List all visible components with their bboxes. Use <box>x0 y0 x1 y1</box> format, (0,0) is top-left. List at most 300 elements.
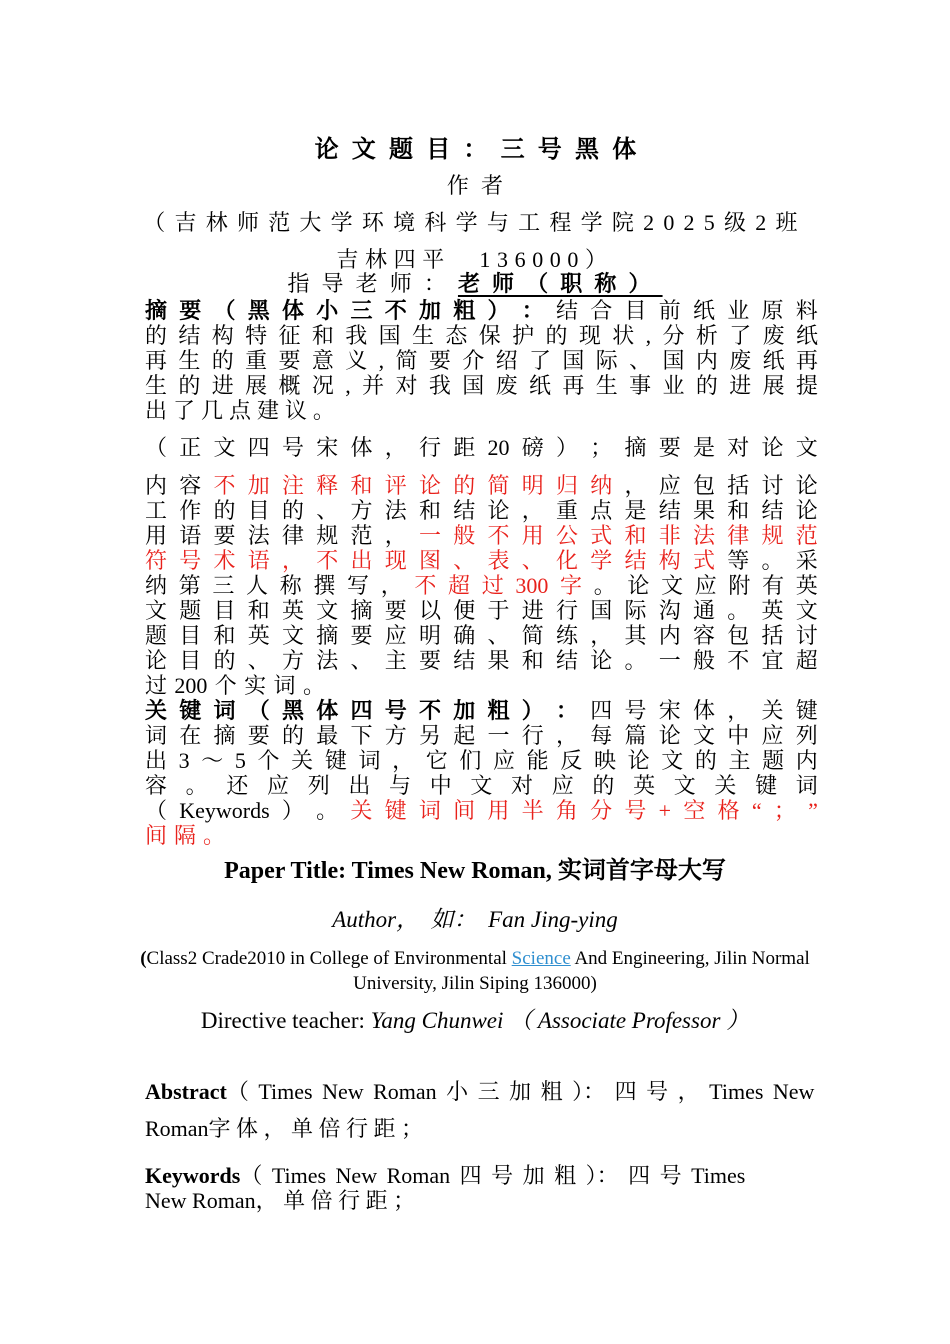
keywords-cn-glyph: 出 <box>348 773 371 798</box>
keywords-cn-glyph: 。 <box>316 798 339 823</box>
abstract-cn-glyph: 般 <box>453 523 476 548</box>
keywords-cn-glyph: 能 <box>526 748 549 773</box>
keywords-cn-glyph: 号 <box>624 798 647 823</box>
keywords-cn-glyph: 间 <box>145 823 168 848</box>
keywords-cn-line <box>145 750 818 772</box>
abstract-cn-glyph: 文 <box>282 623 305 648</box>
abstract-cn-glyph: 文 <box>213 435 236 460</box>
keywords-cn-line <box>145 775 818 797</box>
keywords-cn-glyph: 体 <box>693 698 716 723</box>
keywords-cn-glyph: 对 <box>511 773 534 798</box>
keywords-cn-glyph: 的 <box>694 748 717 773</box>
keywords-cn-glyph: 3 <box>178 748 190 773</box>
abstract-cn-glyph: 的 <box>695 373 718 398</box>
abstract-cn-glyph: 法 <box>247 523 270 548</box>
directive-teacher-line <box>0 1009 950 1032</box>
abstract-cn-glyph: （ <box>145 435 168 460</box>
keywords-cn-glyph: 一 <box>487 723 510 748</box>
abstract-cn-glyph: 的 <box>545 323 568 348</box>
abstract-cn-glyph: 法 <box>384 498 407 523</box>
abstract-cn-glyph: 论 <box>487 498 510 523</box>
keywords-cn-glyph: 的 <box>592 773 615 798</box>
abstract-cn-glyph: 纸 <box>693 298 716 323</box>
abstract-cn-glyph: 的 <box>178 373 201 398</box>
keywords-cn-glyph: 应 <box>267 773 290 798</box>
abstract-cn-glyph: 括 <box>727 473 750 498</box>
abstract-cn-glyph: 体 <box>350 435 373 460</box>
abstract-cn-glyph: 并 <box>362 373 385 398</box>
keywords-cn-glyph: 。 <box>202 823 225 848</box>
abstract-cn-glyph: 写 <box>347 573 370 598</box>
abstract-cn-glyph: 和 <box>247 598 270 623</box>
keywords-cn-glyph: 篇 <box>624 723 647 748</box>
abstract-cn-glyph: 以 <box>419 598 442 623</box>
abstract-cn-glyph: 不 <box>414 573 437 598</box>
keywords-cn-glyph: 词 <box>145 723 168 748</box>
abstract-cn-glyph: 作 <box>179 498 202 523</box>
abstract-cn-glyph: 纸 <box>528 373 551 398</box>
keywords-cn-glyph: 词 <box>795 773 818 798</box>
abstract-cn-glyph: 人 <box>246 573 269 598</box>
keywords-cn-glyph: 空 <box>683 798 706 823</box>
abstract-cn-glyph: 的 <box>145 323 168 348</box>
abstract-cn-glyph: 要 <box>384 598 407 623</box>
abstract-cn-line <box>145 325 818 347</box>
abstract-cn-glyph: 英 <box>247 623 270 648</box>
keywords-cn-glyph: 列 <box>795 723 818 748</box>
abstract-cn-glyph: 对 <box>727 435 750 460</box>
abstract-cn-glyph: 过 <box>481 573 504 598</box>
abstract-cn-glyph: 结 <box>453 498 476 523</box>
abstract-cn-glyph: 结 <box>556 648 579 673</box>
keywords-cn-glyph: 体 <box>316 698 339 723</box>
abstract-cn-glyph: 超 <box>448 573 471 598</box>
abstract-cn-glyph: 文 <box>795 598 818 623</box>
abstract-cn-glyph: 应 <box>384 623 407 648</box>
abstract-cn-glyph: 。 <box>593 573 616 598</box>
abstract-cn-glyph: 生 <box>178 348 201 373</box>
keywords-cn-glyph: 列 <box>307 773 330 798</box>
abstract-cn-glyph: 文 <box>316 598 339 623</box>
abstract-cn-glyph: 的 <box>213 648 236 673</box>
keywords-cn-glyph: 用 <box>487 798 510 823</box>
abstract-cn-glyph: 进 <box>211 373 234 398</box>
abstract-cn-glyph: 式 <box>590 523 613 548</box>
abstract-cn-glyph: 方 <box>350 498 373 523</box>
abstract-cn-glyph: 论 <box>145 648 168 673</box>
keywords-cn-glyph: 不 <box>419 698 442 723</box>
abstract-cn-line <box>145 675 325 697</box>
keywords-cn-glyph: 映 <box>593 748 616 773</box>
keywords-cn-line <box>145 800 818 822</box>
affiliation-en-text-a: Class2 Crade2010 in College of Environmental <box>146 948 512 969</box>
keywords-cn-glyph: 主 <box>728 748 751 773</box>
abstract-cn-glyph: 、 <box>521 548 544 573</box>
abstract-cn-glyph: 容 <box>693 623 716 648</box>
keywords-cn-glyph: 还 <box>226 773 249 798</box>
abstract-cn-glyph: 表 <box>487 548 510 573</box>
abstract-cn-glyph: 我 <box>428 373 451 398</box>
keywords-cn-glyph: 黑 <box>282 698 305 723</box>
abstract-cn-glyph: 提 <box>795 373 818 398</box>
abstract-cn-glyph: 行 <box>419 435 442 460</box>
abstract-cn-glyph: ， <box>384 435 407 460</box>
abstract-cn-glyph: 一 <box>419 523 442 548</box>
abstract-cn-glyph: 粗 <box>453 298 476 323</box>
abstract-cn-glyph: 题 <box>179 598 202 623</box>
keywords-cn-glyph: （ <box>145 798 168 823</box>
abstract-cn-glyph: 废 <box>495 373 518 398</box>
abstract-cn-glyph: , <box>378 348 385 373</box>
keywords-cn-glyph: 关 <box>714 773 737 798</box>
abstract-cn-glyph: ； <box>590 435 613 460</box>
keywords-cn-glyph: 号 <box>624 698 647 723</box>
abstract-cn-glyph: 要 <box>350 623 373 648</box>
keywords-cn-glyph: 四 <box>590 698 613 723</box>
abstract-cn-glyph: （ <box>213 298 236 323</box>
abstract-cn-glyph: 分 <box>662 323 685 348</box>
abstract-cn-glyph: 了 <box>528 348 551 373</box>
abstract-cn-glyph: 结 <box>556 298 579 323</box>
abstract-cn-glyph: ： <box>521 298 544 323</box>
abstract-cn-glyph: 文 <box>145 598 168 623</box>
abstract-cn-glyph: 意 <box>311 348 334 373</box>
abstract-cn-glyph: 点 <box>228 398 251 423</box>
keywords-en-line-1 <box>145 1165 745 1187</box>
abstract-cn-glyph: 练 <box>556 623 579 648</box>
keywords-cn-glyph: 关 <box>291 748 314 773</box>
directive-value: Yang Chunwei （ Associate Professor ） <box>370 1008 750 1033</box>
abstract-cn-glyph: 状 <box>612 323 635 348</box>
keywords-cn-glyph: 出 <box>145 748 168 773</box>
keywords-cn-glyph: ） <box>281 798 304 823</box>
abstract-cn-line <box>145 650 818 672</box>
keywords-cn-glyph: 间 <box>453 798 476 823</box>
abstract-cn-glyph: 是 <box>692 435 715 460</box>
keywords-cn-glyph: 宋 <box>658 698 681 723</box>
abstract-cn-glyph: 小 <box>316 298 339 323</box>
abstract-cn-line <box>145 550 818 572</box>
keywords-cn-glyph: 容 <box>145 773 168 798</box>
abstract-cn-glyph: 公 <box>556 523 579 548</box>
abstract-cn-glyph: ， <box>521 498 544 523</box>
abstract-cn-glyph: 称 <box>279 573 302 598</box>
abstract-cn-glyph: 律 <box>282 523 305 548</box>
abstract-cn-glyph: 、 <box>350 648 373 673</box>
abstract-cn-glyph: 容 <box>179 473 202 498</box>
abstract-cn-glyph: 事 <box>629 373 652 398</box>
abstract-cn-glyph: 宜 <box>761 648 784 673</box>
abstract-cn-glyph: 结 <box>658 498 681 523</box>
abstract-cn-glyph: 介 <box>462 348 485 373</box>
abstract-cn-glyph: 规 <box>316 523 339 548</box>
keywords-cn-glyph: 四 <box>350 698 373 723</box>
abstract-cn-glyph: 注 <box>282 473 305 498</box>
abstract-cn-glyph: 国 <box>590 598 613 623</box>
abstract-cn-glyph: 、 <box>453 548 476 573</box>
abstract-cn-glyph: 三 <box>212 573 235 598</box>
keywords-cn-glyph: 文 <box>661 748 684 773</box>
abstract-cn-glyph: 语 <box>179 523 202 548</box>
abstract-cn-glyph: 目 <box>179 623 202 648</box>
keywords-cn-glyph: 文 <box>470 773 493 798</box>
abstract-cn-glyph: 论 <box>761 435 784 460</box>
abstract-cn-glyph: 其 <box>624 623 647 648</box>
abstract-cn-glyph: 进 <box>729 373 752 398</box>
abstract-cn-glyph: 术 <box>213 548 236 573</box>
abstract-cn-glyph: 现 <box>384 548 407 573</box>
abstract-cn-glyph: 、 <box>316 498 339 523</box>
keywords-cn-glyph: + <box>658 798 672 823</box>
abstract-cn-glyph: 论 <box>627 573 650 598</box>
abstract-cn-glyph: 护 <box>512 323 535 348</box>
abstract-cn-glyph: 加 <box>247 473 270 498</box>
abstract-cn-glyph: 确 <box>453 623 476 648</box>
advisor-label: 指导老师： <box>287 271 458 296</box>
keywords-cn-glyph: 角 <box>555 798 578 823</box>
abstract-cn-glyph: 生 <box>145 373 168 398</box>
abstract-cn-glyph: 加 <box>419 298 442 323</box>
abstract-cn-glyph: 简 <box>521 623 544 648</box>
science-link[interactable]: Science <box>511 948 571 969</box>
abstract-cn-glyph: 摘 <box>316 623 339 648</box>
abstract-cn-glyph: ， <box>380 573 403 598</box>
abstract-cn-glyph: 重 <box>556 498 579 523</box>
keywords-cn-glyph: 号 <box>384 698 407 723</box>
abstract-cn-glyph: 。 <box>302 673 325 698</box>
advisor-line <box>0 273 950 295</box>
keywords-cn-glyph: “ <box>751 798 762 823</box>
keywords-cn-glyph: 应 <box>493 748 516 773</box>
abstract-cn-glyph: 不 <box>316 548 339 573</box>
affiliation-en-paren: ( <box>140 948 147 969</box>
keywords-cn-glyph: ， <box>556 723 579 748</box>
abstract-cn-glyph: 学 <box>590 548 613 573</box>
abstract-cn-glyph: 目 <box>247 498 270 523</box>
keywords-cn-glyph: （ <box>247 698 270 723</box>
abstract-cn-glyph: 宋 <box>316 435 339 460</box>
keywords-cn-glyph: 。 <box>185 773 208 798</box>
keywords-en-line-2: New Roman， 单 倍 行 距 ； <box>145 1188 416 1213</box>
keywords-cn-glyph: 反 <box>560 748 583 773</box>
abstract-cn-glyph: 论 <box>590 648 613 673</box>
abstract-cn-glyph: 用 <box>145 523 168 548</box>
abstract-cn-glyph: 题 <box>145 623 168 648</box>
abstract-cn-glyph: 论 <box>795 498 818 523</box>
abstract-cn-glyph: 距 <box>453 435 476 460</box>
keywords-cn-glyph: 键 <box>384 798 407 823</box>
abstract-en-label: Abstract <box>145 1079 227 1104</box>
abstract-cn-glyph: 评 <box>384 473 407 498</box>
abstract-cn-glyph: 附 <box>728 573 751 598</box>
keywords-cn-glyph: 词 <box>213 698 236 723</box>
keywords-cn-glyph: 个 <box>257 748 280 773</box>
abstract-cn-glyph: 要 <box>428 348 451 373</box>
abstract-cn-glyph: 黑 <box>247 298 270 323</box>
abstract-cn-glyph: 、 <box>487 623 510 648</box>
abstract-cn-glyph: 纳 <box>145 573 168 598</box>
affiliation-en-line-2: University, Jilin Siping 136000) <box>353 973 597 994</box>
author-cn: 作者 <box>446 173 516 198</box>
keywords-cn-glyph: 加 <box>453 698 476 723</box>
abstract-cn-line <box>145 575 818 597</box>
keywords-cn-glyph: Keywords <box>179 798 270 823</box>
keywords-cn-glyph: 键 <box>795 698 818 723</box>
abstract-cn-glyph: 点 <box>590 498 613 523</box>
abstract-cn-glyph: 释 <box>316 473 339 498</box>
keywords-cn-glyph: 论 <box>658 723 681 748</box>
keywords-cn-line <box>145 825 225 847</box>
abstract-cn-glyph: 再 <box>562 373 585 398</box>
abstract-cn-glyph: 应 <box>658 473 681 498</box>
abstract-cn-glyph: 讨 <box>761 473 784 498</box>
keywords-cn-glyph: ， <box>392 748 415 773</box>
abstract-cn-glyph: 词 <box>273 673 296 698</box>
abstract-cn-glyph: 方 <box>282 648 305 673</box>
abstract-cn-glyph: 实 <box>244 673 267 698</box>
keywords-cn-glyph: ” <box>808 798 818 823</box>
abstract-cn-glyph: 析 <box>695 323 718 348</box>
abstract-cn-glyph: 摘 <box>624 435 647 460</box>
keywords-cn-glyph: 每 <box>590 723 613 748</box>
keywords-cn-glyph: 词 <box>358 748 381 773</box>
abstract-cn-glyph: 磅 <box>521 435 544 460</box>
abstract-cn-glyph: 符 <box>145 548 168 573</box>
abstract-cn-glyph: 和 <box>311 323 334 348</box>
abstract-cn-glyph: 用 <box>521 523 544 548</box>
abstract-cn-line <box>145 350 818 372</box>
abstract-cn-glyph: 再 <box>145 348 168 373</box>
abstract-cn-glyph: 沟 <box>658 598 681 623</box>
abstract-cn-glyph: 工 <box>145 498 168 523</box>
keywords-cn-glyph: 要 <box>247 723 270 748</box>
abstract-cn-line <box>145 400 335 422</box>
abstract-cn-glyph: 号 <box>282 435 305 460</box>
abstract-cn-glyph: 了 <box>172 398 195 423</box>
abstract-cn-glyph: 归 <box>556 473 579 498</box>
keywords-cn-glyph: 应 <box>551 773 574 798</box>
abstract-cn-glyph: ， <box>282 548 305 573</box>
abstract-cn-glyph: 明 <box>419 623 442 648</box>
keywords-cn-glyph: 格 <box>717 798 740 823</box>
abstract-cn-glyph: 包 <box>693 473 716 498</box>
abstract-cn-glyph: 号 <box>179 548 202 573</box>
abstract-cn-glyph: ， <box>624 473 647 498</box>
abstract-cn-glyph: 要 <box>278 348 301 373</box>
abstract-cn-glyph: 应 <box>694 573 717 598</box>
abstract-cn-glyph: 论 <box>795 473 818 498</box>
abstract-cn-glyph: 包 <box>727 623 750 648</box>
keywords-cn-glyph: 题 <box>762 748 785 773</box>
keywords-cn-glyph: ， <box>727 698 750 723</box>
directive-label: Directive teacher: <box>200 1008 371 1033</box>
abstract-cn-glyph: 英 <box>761 598 784 623</box>
abstract-cn-glyph: 。 <box>761 548 784 573</box>
abstract-cn-glyph: 要 <box>419 648 442 673</box>
abstract-cn-glyph: 律 <box>727 523 750 548</box>
abstract-cn-glyph: 内 <box>145 473 168 498</box>
affiliation-line-1: （吉林师范大学环境科学与工程学院2025级2班 <box>143 210 807 235</box>
abstract-cn-glyph: 废 <box>729 348 752 373</box>
abstract-cn-glyph: 过 <box>145 673 168 698</box>
paper-title-cn: 论文题目：三号黑体 <box>314 137 650 163</box>
abstract-cn-glyph: 300 <box>515 573 549 598</box>
abstract-cn-glyph: 目 <box>213 598 236 623</box>
advisor-value: 老师（职称） <box>457 271 663 296</box>
abstract-cn-glyph: 的 <box>211 348 234 373</box>
keywords-cn-glyph: ： <box>556 698 579 723</box>
abstract-cn-glyph: 纸 <box>795 323 818 348</box>
abstract-cn-glyph: 结 <box>624 548 647 573</box>
keywords-cn-glyph: 中 <box>429 773 452 798</box>
abstract-cn-glyph: 几 <box>200 398 223 423</box>
abstract-cn-glyph: 保 <box>478 323 501 348</box>
abstract-cn-line <box>145 375 818 397</box>
keywords-cn-glyph: 粗 <box>487 698 510 723</box>
keywords-cn-glyph: 半 <box>521 798 544 823</box>
abstract-cn-glyph: ， <box>590 623 613 648</box>
keywords-cn-glyph: 词 <box>418 798 441 823</box>
abstract-cn-glyph: 语 <box>247 548 270 573</box>
abstract-cn-line <box>145 600 818 622</box>
abstract-cn-glyph: 现 <box>578 323 601 348</box>
abstract-cn-glyph: 要 <box>179 298 202 323</box>
abstract-cn-glyph: 展 <box>245 373 268 398</box>
keywords-cn-glyph: 文 <box>673 773 696 798</box>
abstract-cn-glyph: 目 <box>179 648 202 673</box>
abstract-cn-glyph: 范 <box>350 523 373 548</box>
abstract-cn-glyph: 国 <box>378 323 401 348</box>
abstract-cn-glyph: 法 <box>693 523 716 548</box>
abstract-cn-glyph: 废 <box>762 323 785 348</box>
abstract-cn-glyph: 内 <box>658 623 681 648</box>
abstract-cn-glyph: 摘 <box>350 598 373 623</box>
abstract-cn-glyph: 、 <box>247 648 270 673</box>
abstract-cn-glyph: 征 <box>278 323 301 348</box>
abstract-cn-glyph: 英 <box>795 573 818 598</box>
abstract-cn-glyph: 和 <box>727 498 750 523</box>
keywords-cn-glyph: 另 <box>419 723 442 748</box>
abstract-cn-glyph: 论 <box>419 473 442 498</box>
abstract-cn-glyph: 摘 <box>145 298 168 323</box>
abstract-cn-glyph: 和 <box>624 523 647 548</box>
abstract-cn-glyph: 进 <box>521 598 544 623</box>
author-en: Author， 如： Fan Jing-ying <box>332 907 618 932</box>
abstract-cn-glyph: 个 <box>214 673 237 698</box>
keywords-cn-glyph: 关 <box>145 698 168 723</box>
abstract-cn-glyph: 撰 <box>313 573 336 598</box>
abstract-cn-glyph: 一 <box>658 648 681 673</box>
abstract-cn-glyph: 第 <box>178 573 201 598</box>
abstract-cn-glyph: 义 <box>345 348 368 373</box>
abstract-cn-glyph: 和 <box>419 498 442 523</box>
abstract-cn-glyph: 行 <box>556 598 579 623</box>
keywords-cn-glyph: ） <box>521 698 544 723</box>
abstract-cn-glyph: , <box>645 323 652 348</box>
abstract-cn-glyph: ） <box>555 435 578 460</box>
abstract-cn-glyph: 业 <box>727 298 750 323</box>
abstract-cn-glyph: 非 <box>658 523 681 548</box>
keywords-cn-glyph: 们 <box>459 748 482 773</box>
abstract-cn-line <box>145 525 818 547</box>
affiliation-en-text-b: And Engineering, Jilin Normal <box>570 948 810 969</box>
keywords-cn-glyph: 中 <box>727 723 750 748</box>
abstract-cn-glyph: 的 <box>282 498 305 523</box>
abstract-cn-glyph: 构 <box>658 548 681 573</box>
abstract-cn-glyph: 英 <box>282 598 305 623</box>
abstract-cn-glyph: 20 <box>487 435 510 460</box>
abstract-cn-glyph: 于 <box>487 598 510 623</box>
